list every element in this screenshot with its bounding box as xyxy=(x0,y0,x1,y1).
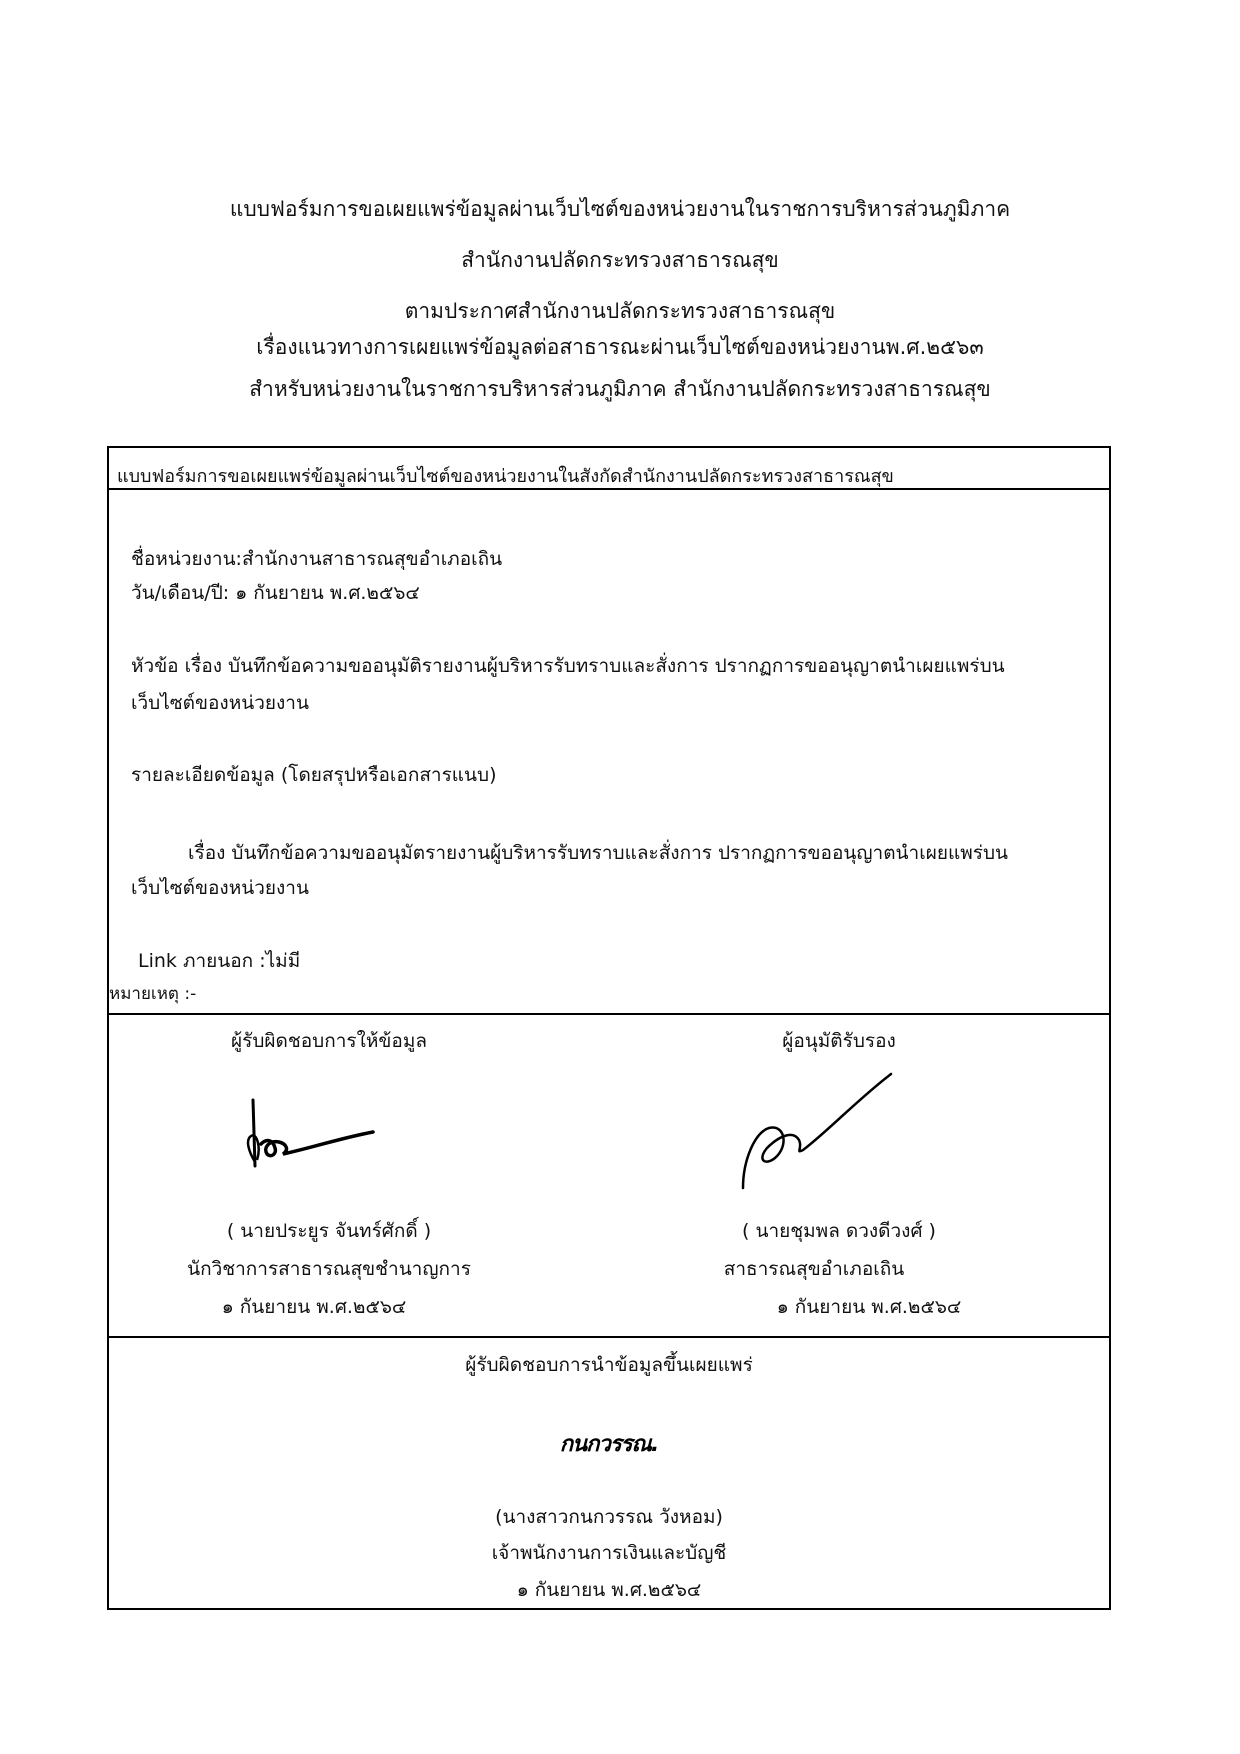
provider-name: ( นายประยูร จันทร์ศักดิ์ ) xyxy=(226,1220,432,1242)
publisher-heading: ผู้รับผิดชอบการนำข้อมูลขึ้นเผยแพร่ xyxy=(465,1354,753,1376)
topic-line-1: หัวข้อ เรื่อง บันทึกข้อความขออนุมัติรายงานผู้บริหารรับทราบและสั่งการ ปรากฏการขออนุญาตนำเผยแพร่บน xyxy=(131,655,1005,677)
header-line-4: เรื่องแนวทางการเผยแพร่ข้อมูลต่อสาธารณะผ่านเว็บไซต์ของหน่วยงานพ.ศ.๒๕๖๓ xyxy=(256,335,984,359)
header-line-1: แบบฟอร์มการขอเผยแพร่ข้อมูลผ่านเว็บไซต์ของหน่วยงานในราชการบริหารส่วนภูมิภาค xyxy=(229,197,1011,221)
external-link: Link ภายนอก :ไม่มี xyxy=(138,950,301,972)
header-line-3: ตามประกาศสำนักงานปลัดกระทรวงสาธารณสุข xyxy=(404,299,836,323)
detail-label: รายละเอียดข้อมูล (โดยสรุปหรือเอกสารแนบ) xyxy=(131,764,497,786)
date-value: ๑ กันยายน พ.ศ.๒๕๖๔ xyxy=(235,582,420,604)
publication-form xyxy=(107,446,1111,1610)
form-title-divider xyxy=(109,488,1109,490)
unit-value: สำนักงานสาธารณสุขอำเภอเถิน xyxy=(241,548,503,570)
provider-position: นักวิชาการสาธารณสุขชำนาญการ xyxy=(187,1258,471,1280)
header-line-5: สำหรับหน่วยงานในราชการบริหารส่วนภูมิภาค สำนักงานปลัดกระทรวงสาธารณสุข xyxy=(249,377,991,401)
remark: หมายเหตุ :- xyxy=(109,984,197,1004)
approver-signature xyxy=(737,1060,897,1195)
unit-label: ชื่อหน่วยงาน: xyxy=(131,548,242,570)
provider-signature xyxy=(241,1088,381,1178)
detail-line-2: เว็บไซต์ของหน่วยงาน xyxy=(131,877,309,899)
topic-line-2: เว็บไซต์ของหน่วยงาน xyxy=(131,692,309,714)
unit-row xyxy=(131,544,502,574)
approver-name: ( นายชุมพล ดวงดีวงศ์ ) xyxy=(742,1220,936,1242)
date-row xyxy=(131,578,420,608)
date-label: วัน/เดือน/ปี: xyxy=(131,582,230,604)
header-line-2: สำนักงานปลัดกระทรวงสาธารณสุข xyxy=(461,248,779,272)
approver-position: สาธารณสุขอำเภอเถิน xyxy=(723,1258,905,1280)
info-divider xyxy=(109,1013,1109,1015)
publisher-name: (นางสาวกนกวรรณ วังหอม) xyxy=(495,1506,723,1528)
provider-date: ๑ กันยายน พ.ศ.๒๕๖๔ xyxy=(221,1296,407,1318)
signature-divider xyxy=(109,1336,1109,1338)
approver-heading: ผู้อนุมัติรับรอง xyxy=(782,1030,896,1052)
approver-date: ๑ กันยายน พ.ศ.๒๕๖๔ xyxy=(776,1296,962,1318)
publisher-signature: กนกวรรณ. xyxy=(559,1432,659,1457)
provider-heading: ผู้รับผิดชอบการให้ข้อมูล xyxy=(231,1030,427,1052)
publisher-position: เจ้าพนักงานการเงินและบัญชี xyxy=(491,1542,727,1564)
detail-line-1: เรื่อง บันทึกข้อความขออนุมัตรายงานผู้บริหารรับทราบและสั่งการ ปรากฏการขออนุญาตนำเผยแพร่บน xyxy=(188,842,1008,864)
publisher-date: ๑ กันยายน พ.ศ.๒๕๖๔ xyxy=(516,1579,702,1601)
form-title: แบบฟอร์มการขอเผยแพร่ข้อมูลผ่านเว็บไซต์ของหน่วยงานในสังกัดสำนักงานปลัดกระทรวงสาธารณสุข xyxy=(117,466,894,487)
